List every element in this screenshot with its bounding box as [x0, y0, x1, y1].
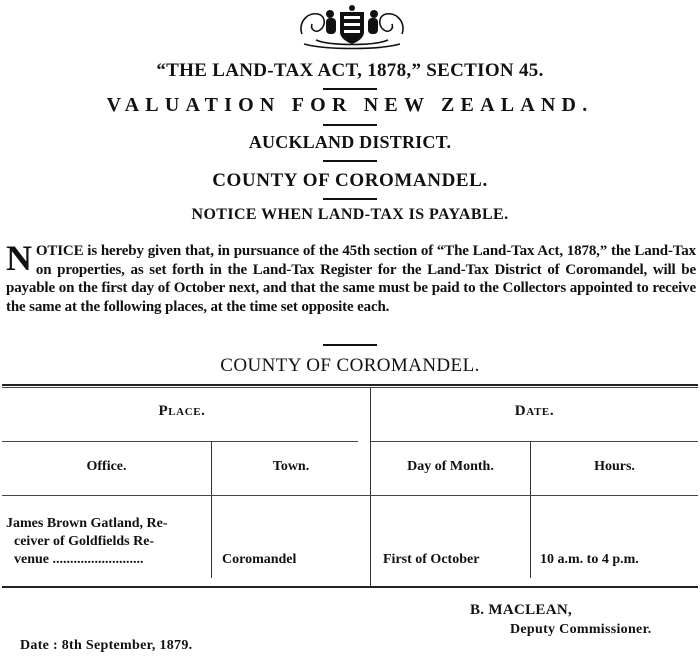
notice-date: Date : 8th September, 1879.	[20, 638, 193, 653]
table-rule	[2, 495, 698, 496]
valuation-heading: VALUATION FOR NEW ZEALAND.	[106, 94, 594, 116]
table-bottom-rule	[2, 586, 698, 588]
office-line: venue ..........................	[14, 552, 144, 567]
column-header-office: Office.	[86, 459, 127, 474]
notice-paragraph	[6, 238, 696, 316]
signatory-title: Deputy Commissioner.	[510, 622, 652, 637]
act-title: “THE LAND-TAX ACT, 1878,” SECTION 45.	[156, 60, 544, 81]
column-header-day: Day of Month.	[407, 459, 494, 474]
office-line: ceiver of Goldfields Re-	[14, 534, 155, 549]
divider	[323, 160, 377, 162]
divider	[323, 124, 377, 126]
signatory-name: B. MACLEAN,	[470, 602, 573, 618]
column-header-town: Town.	[272, 459, 310, 474]
district-heading: AUCKLAND DISTRICT.	[248, 132, 452, 152]
table-rule	[371, 441, 698, 442]
table-rule	[2, 387, 698, 388]
table-title: COUNTY OF COROMANDEL.	[220, 355, 480, 376]
notice-text: OTICE is hereby given that, in pursuance of the 45th section of “The Land-Tax Act, 1878,” the Land-Tax on properties, as set forth in the Land-Tax Register for the Land-Tax District of Coromandel, will be payable on the first day of October next, and that the same must be paid to the Collectors appointed to receive the same at the following places, at the time set opposite each.	[6, 243, 696, 315]
table-rule	[2, 441, 358, 442]
column-header-hours: Hours.	[594, 459, 635, 474]
office-line: James Brown Gatland, Re-	[6, 516, 168, 531]
day-cell: First of October	[383, 552, 480, 567]
table-top-rule	[2, 384, 698, 386]
divider	[323, 88, 377, 90]
hours-cell: 10 a.m. to 4 p.m.	[540, 552, 639, 567]
divider	[323, 198, 377, 200]
drop-cap: N	[6, 238, 32, 278]
town-cell: Coromandel	[222, 552, 297, 567]
coat-of-arms-icon	[296, 4, 408, 50]
group-header-place: Place.	[158, 403, 206, 419]
divider	[323, 344, 377, 346]
group-header-date: Date.	[514, 403, 555, 419]
notice-title: NOTICE WHEN LAND-TAX IS PAYABLE.	[191, 206, 509, 223]
county-heading: COUNTY OF COROMANDEL.	[212, 170, 488, 191]
